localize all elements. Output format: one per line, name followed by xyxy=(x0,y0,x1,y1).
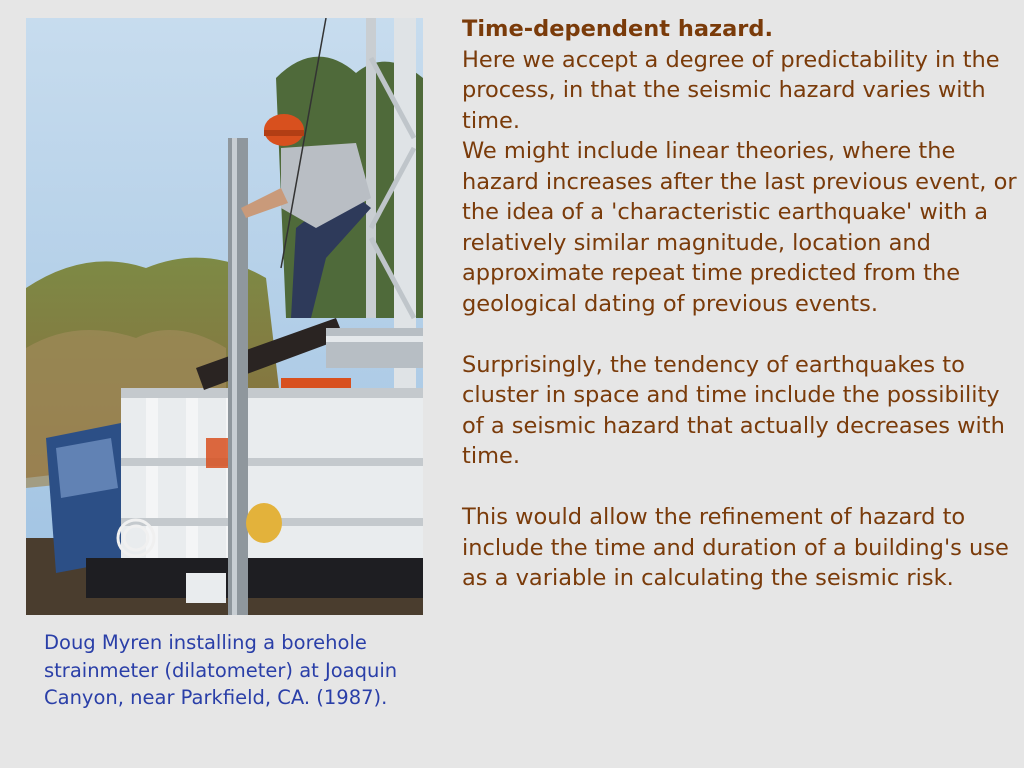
strainmeter-installation-photo xyxy=(26,18,423,615)
paragraph-spacer xyxy=(462,319,1018,350)
section-heading: Time-dependent hazard. xyxy=(462,16,774,42)
paragraph-predictability: Here we accept a degree of predictability in the process, in that the seismic hazard varies with time. xyxy=(462,46,1000,134)
paragraph-refinement: This would allow the refinement of hazard to include the time and duration of a building's use as a variable in calculating the seismic risk. xyxy=(462,504,1009,591)
paragraph-linear-theories: We might include linear theories, where the hazard increases after the last previous event, or the idea of a 'characteristic earthquake' with a relatively similar magnitude, location and approximate repeat time predicted from the geological dating of previous events. xyxy=(462,138,1017,317)
body-text xyxy=(462,14,1018,594)
paragraph-spacer xyxy=(462,472,1018,503)
paragraph-clustering: Surprisingly, the tendency of earthquakes to cluster in space and time include the possibility of a seismic hazard that actually decreases with time. xyxy=(462,351,1005,469)
photo-caption: Doug Myren installing a borehole strainmeter (dilatometer) at Joaquin Canyon, near Parkfield, CA. (1987). xyxy=(44,631,398,709)
